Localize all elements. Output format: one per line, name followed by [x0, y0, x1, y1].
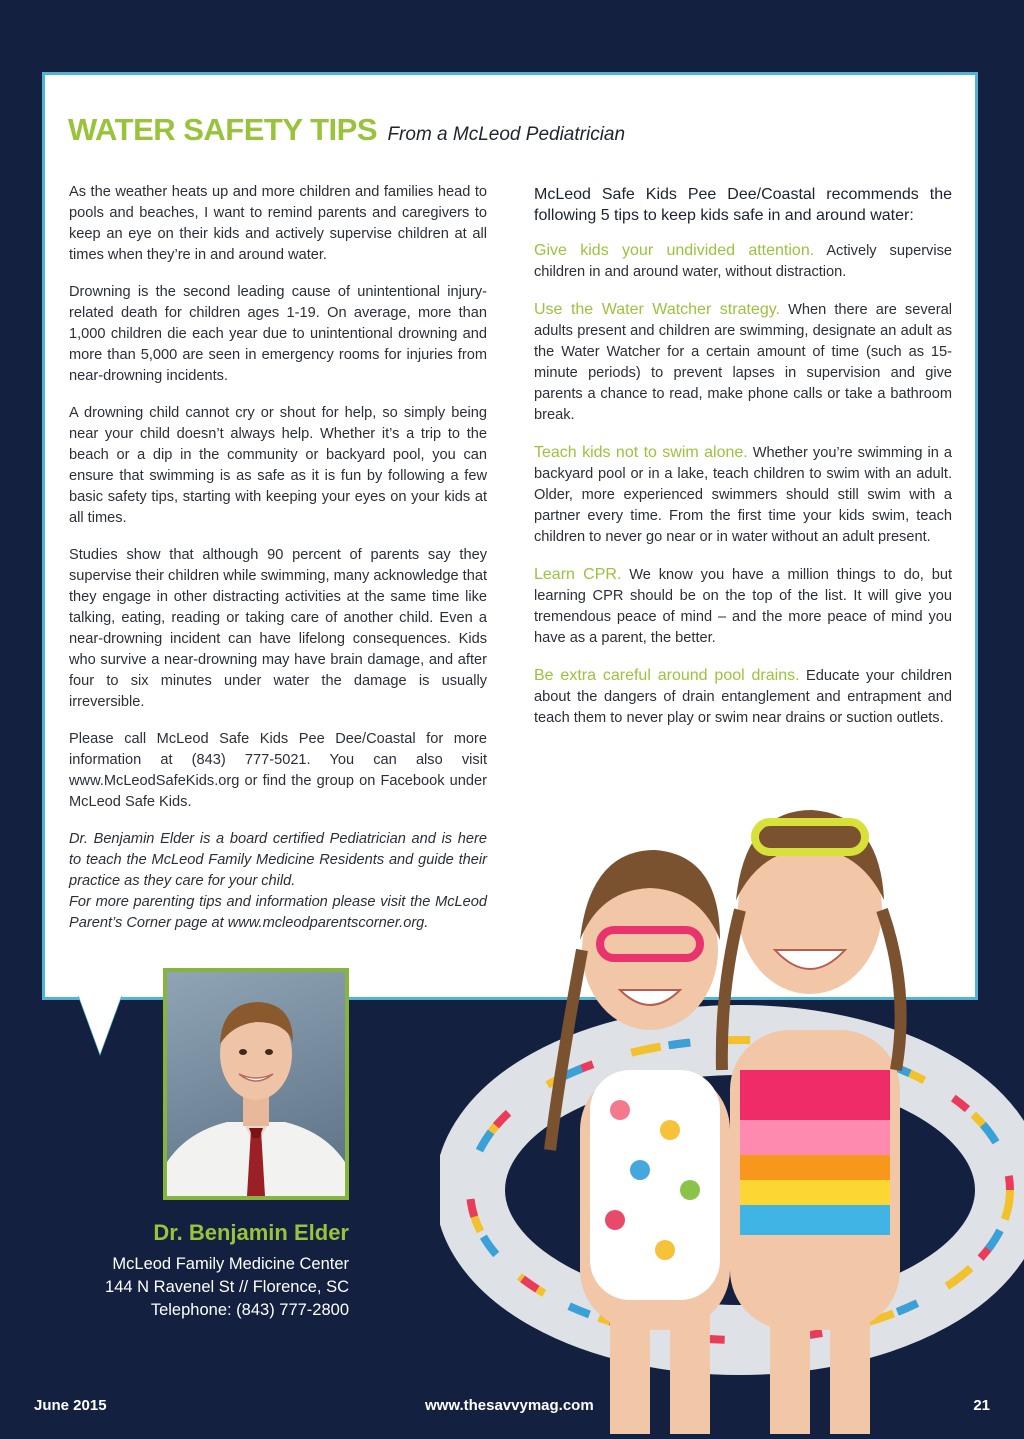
tip-3: [534, 442, 952, 548]
tip-text: Whether you’re swimming in a backyard pool or in a lake, teach children to swim with an adult. Older, more experienced swimmers should still swim with a partner every time. From the first time your kids swim, teach children to never go near or in water without an adult present.: [534, 445, 952, 545]
left-column: [69, 182, 487, 950]
tip-heading: Use the Water Watcher strategy.: [534, 301, 780, 318]
paragraph: Studies show that although 90 percent of parents say they supervise their children while swimming, many acknowledge that they engage in other distracting activities at the same time like talking, eating, reading or taking care of another child. Even a near-drowning incident can have lifelong consequences. Kids who survive a near-drowning may have brain damage, and after four to six minutes under water the damage is usually irreversible.: [69, 547, 487, 710]
article-subtitle: From a McLeod Pediatrician: [387, 124, 626, 145]
doctor-portrait-illustration: [167, 972, 345, 1196]
page-number: 21: [973, 1397, 990, 1414]
article-title: WATER SAFETY TIPS: [68, 112, 377, 147]
paragraph: As the weather heats up and more children and families head to pools and beaches, I want to remind parents and caregivers to keep an eye on their kids and actively supervise children at all times when they’re in and around water.: [69, 184, 487, 263]
right-column: [534, 184, 952, 745]
tip-heading: Give kids your undivided attention.: [534, 242, 815, 259]
tip-text: We know you have a million things to do, but learning CPR should be on the top of the list. It will give you tremendous peace of mind – and the more peace of mind you have as a parent, the better.: [534, 567, 953, 646]
author-bio: Dr. Benjamin Elder is a board certified Pediatrician and is here to teach the McLeod Family Medicine Residents and guide their practice as they care for your child.: [69, 831, 487, 889]
tip-text: Actively supervise children in and around water, without distraction.: [534, 243, 953, 280]
tip-4: [534, 564, 952, 649]
tip-heading: Teach kids not to swim alone.: [534, 444, 748, 461]
tip-5: [534, 665, 952, 729]
doctor-portrait: [163, 968, 349, 1200]
doctor-center: McLeod Family Medicine Center: [112, 1255, 349, 1273]
paragraph: Please call McLeod Safe Kids Pee Dee/Coastal for more information at (843) 777-5021. You can also visit www.McLeodSafeKids.org or find the group on Facebook under McLeod Safe Kids.: [69, 731, 487, 810]
tip-heading: Be extra careful around pool drains.: [534, 667, 800, 684]
tip-2: [534, 299, 952, 426]
paragraph: Drowning is the second leading cause of unintentional injury-related death for children ages 1-19. On average, more than 1,000 children die each year due to unintentional drowning and more than 5,000 are seen in emergency rooms for injuries from near-drowning incidents.: [69, 284, 487, 384]
paragraph: A drowning child cannot cry or shout for help, so simply being near your child doesn’t always help. Whether it’s a trip to the beach or a dip in the community or backyard pool, you can ensure that swimming is as safe as it is fun by following a few basic safety tips, starting with keeping your eyes on your kids at all times.: [69, 405, 487, 526]
tip-1: [534, 240, 952, 283]
footer-website[interactable]: www.thesavvymag.com: [425, 1397, 594, 1414]
kids-photo: [440, 770, 1024, 1434]
doctor-address: 144 N Ravenel St // Florence, SC: [105, 1278, 349, 1296]
doctor-phone: Telephone: (843) 777-2800: [150, 1301, 349, 1319]
tip-text: When there are several adults present and children are swimming, designate an adult as the Water Watcher for a certain amount of time (such as 15-minute periods) to prevent lapses in supervision and give parents a chance to read, make phone calls or take a bathroom break.: [534, 302, 952, 423]
speech-bubble-tail: [78, 994, 122, 1054]
article-header: [68, 112, 625, 148]
parents-corner-note: For more parenting tips and information please visit the McLeod Parent’s Corner page at www.mcleodparentscorner.org.: [69, 894, 487, 931]
kids-photo-illustration: [440, 770, 1024, 1434]
tip-text: Educate your children about the dangers of drain entanglement and entrapment and teach them to never play or swim near drains or suction outlets.: [534, 668, 952, 726]
tips-intro: McLeod Safe Kids Pee Dee/Coastal recommends the following 5 tips to keep kids safe in and around water:: [534, 186, 952, 224]
footer-date: June 2015: [34, 1397, 107, 1414]
tip-heading: Learn CPR.: [534, 566, 622, 583]
doctor-name: Dr. Benjamin Elder: [153, 1220, 349, 1245]
